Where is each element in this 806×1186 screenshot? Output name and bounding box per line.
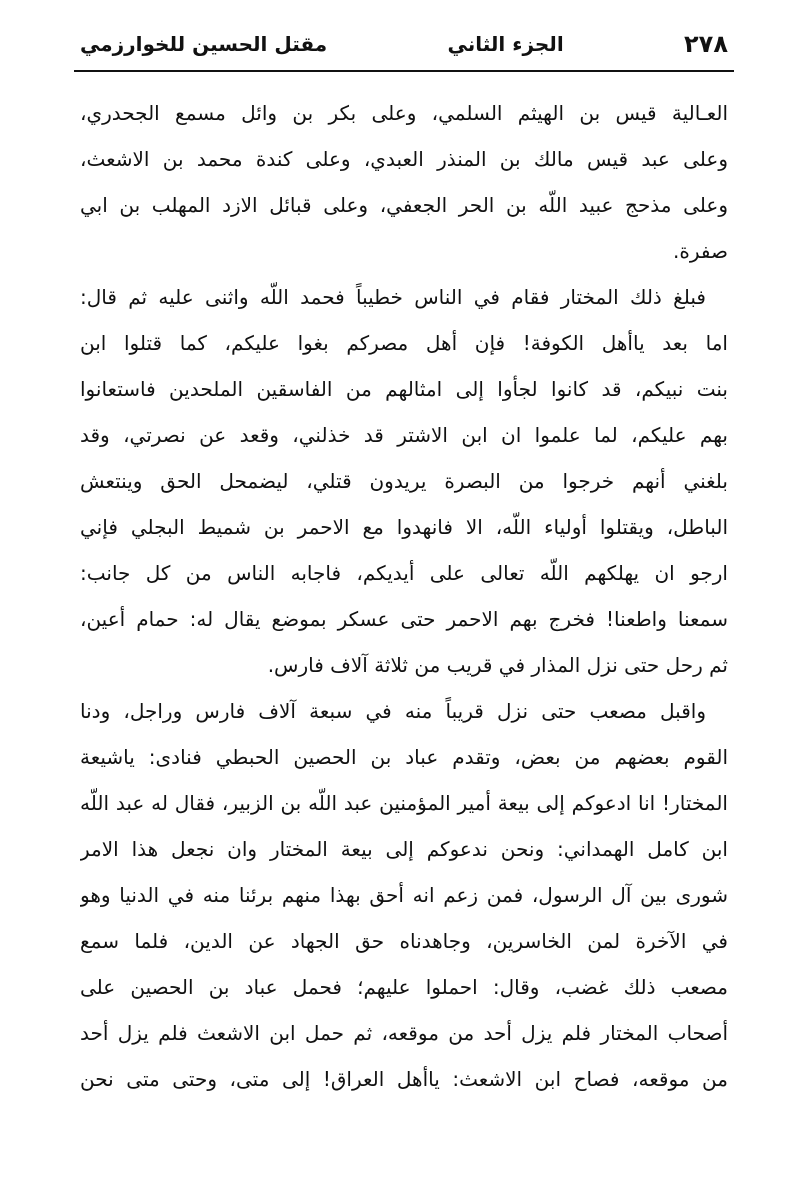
text-line: مصعب ذلك غضب، وقال: احملوا عليهم؛ فحمل عباد بن الحصين على: [80, 975, 728, 999]
text-line: بهم عليكم، لما علموا ان ابن الاشتر قد خذلني، وقعد عن نصرتي، وقد: [80, 423, 728, 447]
text-line: بلغني أنهم خرجوا من البصرة يريدون قتلي، ليضمحل الحق وينتعش: [80, 469, 728, 493]
text-line: اما بعد ياأهل الكوفة! فإن أهل مصركم بغوا عليكم، كما قتلوا ابن: [80, 331, 728, 355]
running-header: [80, 22, 728, 66]
text-line: شورى بين آل الرسول، فمن زعم انه أحق بهذا منهم برئنا منه في الدنيا وهو: [80, 883, 728, 907]
text-line: أصحاب المختار فلم يزل أحد من موقعه، ثم حمل ابن الاشعث فلم يزل أحد: [80, 1021, 728, 1045]
text-line: واقبل مصعب حتى نزل قريباً منه في سبعة آلاف فارس وراجل، ودنا: [80, 699, 706, 723]
page-number: ٢٧٨: [684, 30, 728, 58]
header-rule: [74, 70, 734, 72]
text-line: القوم بعضهم من بعض، وتقدم عباد بن الحصين الحبطي فنادى: ياشيعة: [80, 745, 728, 769]
text-line: العـالية قيس بن الهيثم السلمي، وعلى بكر بن وائل مسمع الجحدري،: [80, 101, 728, 125]
text-line: ثم رحل حتى نزل المذار في قريب من ثلاثة آلاف فارس.: [267, 653, 728, 677]
text-line: فبلغ ذلك المختار فقام في الناس خطيباً فحمد اللّه واثنى عليه ثم قال:: [80, 285, 706, 309]
text-line: بنت نبيكم، قد كانوا لجأوا إلى امثالهم من الفاسقين الملحدين فاستعانوا: [80, 377, 728, 401]
book-title: مقتل الحسين للخوارزمي: [80, 32, 328, 56]
text-line: الباطل، ويقتلوا أولياء اللّه، الا فانهدوا مع الاحمر بن شميط البجلي فإني: [80, 515, 728, 539]
text-line: وعلى عبد قيس مالك بن المنذر العبدي، وعلى كندة محمد بن الاشعث،: [80, 147, 728, 171]
text-line: المختار! انا ادعوكم إلى بيعة أمير المؤمنين عبد اللّه بن الزبير، فقال له عبد اللّه: [80, 791, 728, 815]
text-line: ارجو ان يهلكهم اللّه تعالى على أيديكم، فاجابه الناس من كل جانب:: [80, 561, 728, 585]
body-text: [80, 90, 728, 1102]
text-line: صفرة.: [673, 239, 728, 263]
text-line: في الآخرة لمن الخاسرين، وجاهدناه حق الجهاد عن الدين، فلما سمع: [80, 929, 728, 953]
part-label: الجزء الثاني: [447, 32, 564, 56]
text-line: ابن كامل الهمداني: ونحن ندعوكم إلى بيعة المختار وان نجعل هذا الامر: [80, 837, 728, 861]
text-line: من موقعه، فصاح ابن الاشعث: ياأهل العراق! إلى متى، وحتى متى نحن: [80, 1067, 728, 1091]
text-line: وعلى مذحج عبيد اللّه بن الحر الجعفي، وعلى قبائل الازد المهلب بن ابي: [80, 193, 728, 217]
text-line: سمعنا واطعنا! فخرج بهم الاحمر حتى عسكر بموضع يقال له: حمام أعين،: [80, 607, 728, 631]
